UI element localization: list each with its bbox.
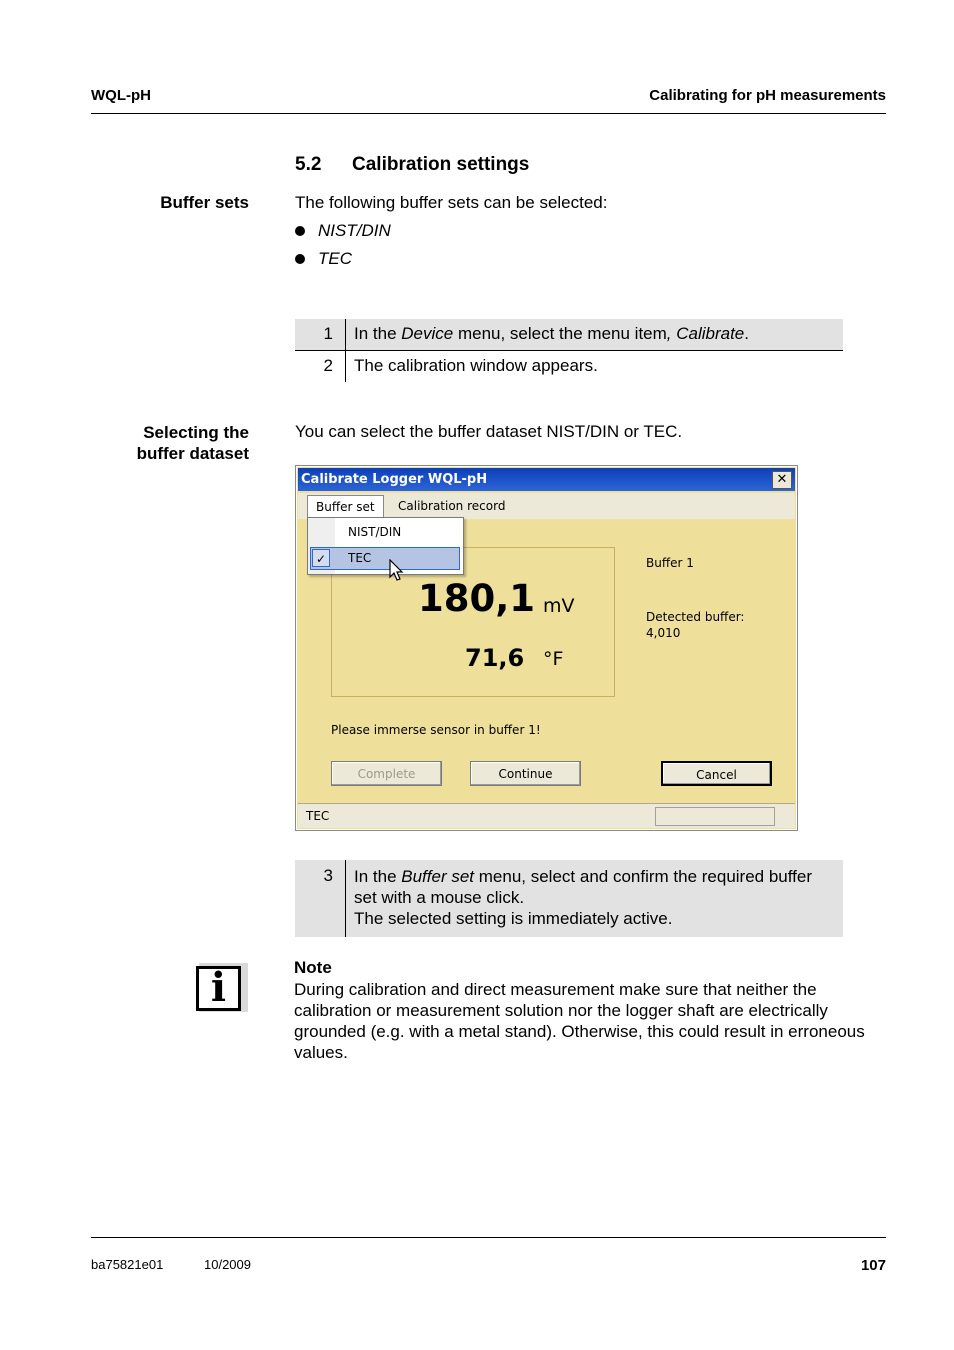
buffer-sets-intro: The following buffer sets can be selected: — [295, 193, 608, 212]
step-part: The calibration window appears. — [354, 356, 598, 375]
step-text — [346, 319, 844, 351]
bullet-dot — [295, 226, 305, 236]
note-line: values. — [294, 1043, 348, 1062]
menu-item-tec[interactable]: TEC — [348, 551, 372, 565]
note-title: Note — [294, 958, 332, 977]
bullet-item — [295, 221, 391, 241]
continue-button[interactable]: Continue — [470, 761, 581, 786]
tab-strip — [298, 493, 795, 519]
dialog-titlebar — [298, 468, 795, 491]
bullet-text: NIST/DIN — [318, 221, 391, 240]
steps-table-top — [295, 319, 843, 382]
side-label-line: Selecting the — [143, 423, 249, 442]
note-body — [294, 979, 884, 1063]
bullet-item — [295, 249, 352, 269]
step-part: Device — [401, 324, 454, 343]
step-part: , Calibrate — [666, 324, 745, 343]
checkmark-icon: ✓ — [312, 549, 330, 567]
header-rule — [91, 113, 886, 114]
close-icon[interactable]: ✕ — [772, 471, 792, 489]
instruction-text: Please immerse sensor in buffer 1! — [331, 723, 541, 737]
step-line — [354, 866, 835, 887]
mv-value: 180,1 — [418, 577, 536, 620]
note-line: calibration or measurement solution nor the logger shaft are electrically — [294, 1001, 828, 1020]
mv-unit: mV — [543, 595, 575, 617]
detected-buffer-label: Detected buffer: — [646, 610, 745, 624]
bullet-dot — [295, 254, 305, 264]
step-number: 3 — [295, 860, 346, 937]
bullet-text: TEC — [318, 249, 352, 268]
status-field — [655, 807, 775, 826]
footer-rule — [91, 1237, 886, 1238]
selecting-text: You can select the buffer dataset NIST/DIN or TEC. — [295, 422, 683, 441]
menu-item-nist-din[interactable]: NIST/DIN — [348, 525, 402, 539]
complete-button[interactable]: Complete — [331, 761, 442, 786]
step-part: menu, select the menu item — [453, 324, 667, 343]
detected-buffer-value: 4,010 — [646, 626, 681, 640]
status-text: TEC — [306, 809, 330, 823]
step-part: . — [744, 324, 749, 343]
running-header-right: Calibrating for pH measurements — [649, 87, 886, 104]
table-row — [295, 860, 843, 937]
side-label-selecting — [49, 422, 249, 464]
table-row — [295, 319, 843, 351]
info-icon — [196, 966, 241, 1011]
tab-calibration-record[interactable]: Calibration record — [398, 499, 506, 513]
calibrate-dialog — [295, 465, 798, 831]
buffer-label: Buffer 1 — [646, 556, 694, 570]
menu-highlight — [310, 547, 460, 570]
table-row — [295, 351, 843, 383]
step-part: Buffer set — [401, 867, 475, 886]
mouse-cursor-icon — [389, 559, 405, 583]
dialog-title: Calibrate Logger WQL-pH — [301, 472, 488, 487]
page-number: 107 — [860, 1257, 886, 1274]
section-number: 5.2 — [295, 154, 322, 175]
status-bar — [298, 803, 795, 828]
steps-table-bottom — [295, 860, 843, 937]
section-title: Calibration settings — [352, 154, 530, 175]
step-part: In the — [354, 867, 402, 886]
step-number: 1 — [295, 319, 346, 351]
info-letter: i — [210, 964, 227, 1011]
side-label-buffer-sets: Buffer sets — [160, 193, 249, 212]
temperature-value: 71,6 — [465, 644, 525, 672]
step-part: menu, select and confirm the required buffer — [474, 867, 813, 886]
step-line: The selected setting is immediately active. — [354, 909, 673, 928]
cancel-button[interactable]: Cancel — [661, 761, 772, 786]
note-line: During calibration and direct measurement make sure that neither the — [294, 980, 817, 999]
step-number: 2 — [295, 351, 346, 383]
running-header-left: WQL-pH — [91, 87, 151, 104]
step-part: In the — [354, 324, 402, 343]
note-line: grounded (e.g. with a metal stand). Otherwise, this could result in erroneous — [294, 1022, 865, 1041]
side-label-line: buffer dataset — [136, 444, 249, 463]
detected-buffer — [646, 609, 744, 641]
step-line: set with a mouse click. — [354, 888, 525, 907]
footer-doc-id: ba75821e01 — [91, 1257, 164, 1272]
step-text — [346, 860, 844, 937]
footer-date: 10/2009 — [204, 1257, 251, 1272]
buffer-set-menu — [307, 517, 464, 575]
step-text — [346, 351, 844, 383]
temperature-unit: °F — [543, 648, 564, 670]
tab-buffer-set[interactable]: Buffer set — [307, 495, 384, 518]
